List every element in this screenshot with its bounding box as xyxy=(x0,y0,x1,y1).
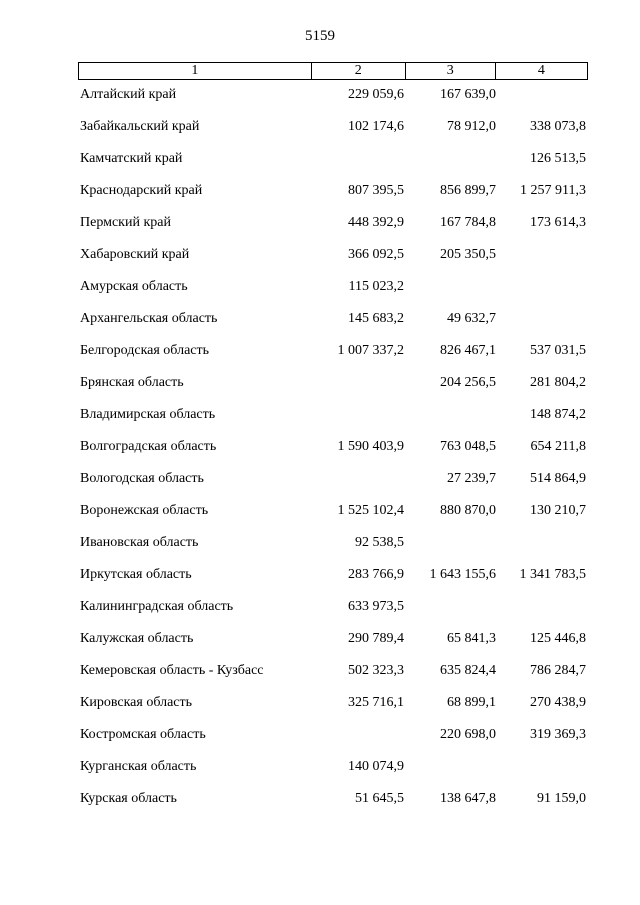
region-name: Краснодарский край xyxy=(80,183,203,198)
column-header-3: 3 xyxy=(405,63,495,80)
region-name: Калининградская область xyxy=(80,599,234,614)
value-col-4: 1 341 783,5 xyxy=(519,567,586,582)
table-row xyxy=(0,176,640,208)
value-col-2: 448 392,9 xyxy=(348,215,404,230)
value-col-4: 537 031,5 xyxy=(530,343,586,358)
table-row xyxy=(0,688,640,720)
region-name: Алтайский край xyxy=(80,87,177,102)
table-row xyxy=(0,304,640,336)
region-name: Владимирская область xyxy=(80,407,216,422)
region-name: Иркутская область xyxy=(80,567,192,582)
table-row xyxy=(0,784,640,816)
column-header-row xyxy=(79,63,588,80)
value-col-2: 51 645,5 xyxy=(355,791,404,806)
value-col-4: 91 159,0 xyxy=(537,791,586,806)
value-col-2: 366 092,5 xyxy=(348,247,404,262)
table-row xyxy=(0,624,640,656)
value-col-3: 68 899,1 xyxy=(447,695,496,710)
value-col-2: 1 525 102,4 xyxy=(337,503,404,518)
value-col-2: 325 716,1 xyxy=(348,695,404,710)
table-row xyxy=(0,112,640,144)
value-col-3: 167 784,8 xyxy=(440,215,496,230)
table-row xyxy=(0,720,640,752)
column-header-1: 1 xyxy=(79,63,312,80)
region-name: Воронежская область xyxy=(80,503,209,518)
region-name: Вологодская область xyxy=(80,471,204,486)
table-row xyxy=(0,80,640,112)
region-name: Курганская область xyxy=(80,759,197,774)
table-row xyxy=(0,144,640,176)
value-col-3: 27 239,7 xyxy=(447,471,496,486)
value-col-2: 145 683,2 xyxy=(348,311,404,326)
value-col-3: 1 643 155,6 xyxy=(429,567,496,582)
value-col-4: 173 614,3 xyxy=(530,215,586,230)
value-col-2: 229 059,6 xyxy=(348,87,404,102)
value-col-4: 514 864,9 xyxy=(530,471,586,486)
region-name: Ивановская область xyxy=(80,535,199,550)
value-col-2: 102 174,6 xyxy=(348,119,404,134)
table-row xyxy=(0,240,640,272)
value-col-4: 130 210,7 xyxy=(530,503,586,518)
value-col-3: 167 639,0 xyxy=(440,87,496,102)
region-name: Калужская область xyxy=(80,631,194,646)
region-name: Хабаровский край xyxy=(80,247,190,262)
table-row xyxy=(0,464,640,496)
value-col-3: 204 256,5 xyxy=(440,375,496,390)
value-col-4: 654 211,8 xyxy=(530,439,586,454)
value-col-3: 49 632,7 xyxy=(447,311,496,326)
region-name: Костромская область xyxy=(80,727,206,742)
region-name: Камчатский край xyxy=(80,151,183,166)
value-col-4: 281 804,2 xyxy=(530,375,586,390)
column-header-4: 4 xyxy=(495,63,587,80)
value-col-3: 763 048,5 xyxy=(440,439,496,454)
value-col-4: 338 073,8 xyxy=(530,119,586,134)
region-name: Волгоградская область xyxy=(80,439,217,454)
value-col-3: 856 899,7 xyxy=(440,183,496,198)
value-col-3: 78 912,0 xyxy=(447,119,496,134)
value-col-4: 270 438,9 xyxy=(530,695,586,710)
table-row xyxy=(0,560,640,592)
region-name: Курская область xyxy=(80,791,177,806)
column-header-2: 2 xyxy=(311,63,405,80)
value-col-4: 148 874,2 xyxy=(530,407,586,422)
value-col-3: 826 467,1 xyxy=(440,343,496,358)
value-col-3: 65 841,3 xyxy=(447,631,496,646)
value-col-4: 786 284,7 xyxy=(530,663,586,678)
value-col-3: 138 647,8 xyxy=(440,791,496,806)
table-body xyxy=(0,80,640,816)
region-name: Забайкальский край xyxy=(80,119,200,134)
region-name: Кировская область xyxy=(80,695,193,710)
table-row xyxy=(0,432,640,464)
value-col-4: 1 257 911,3 xyxy=(520,183,586,198)
column-header-table xyxy=(78,62,588,80)
region-name: Белгородская область xyxy=(80,343,210,358)
value-col-3: 205 350,5 xyxy=(440,247,496,262)
value-col-4: 125 446,8 xyxy=(530,631,586,646)
value-col-2: 92 538,5 xyxy=(355,535,404,550)
region-name: Пермский край xyxy=(80,215,171,230)
table-row xyxy=(0,528,640,560)
value-col-4: 126 513,5 xyxy=(530,151,586,166)
value-col-3: 880 870,0 xyxy=(440,503,496,518)
value-col-2: 290 789,4 xyxy=(348,631,404,646)
region-name: Брянская область xyxy=(80,375,184,390)
region-name: Кемеровская область - Кузбасс xyxy=(80,663,264,678)
table-row xyxy=(0,752,640,784)
value-col-2: 807 395,5 xyxy=(348,183,404,198)
value-col-2: 283 766,9 xyxy=(348,567,404,582)
region-name: Архангельская область xyxy=(80,311,218,326)
value-col-2: 1 007 337,2 xyxy=(337,343,404,358)
value-col-2: 1 590 403,9 xyxy=(337,439,404,454)
value-col-2: 140 074,9 xyxy=(348,759,404,774)
value-col-2: 633 973,5 xyxy=(348,599,404,614)
region-name: Амурская область xyxy=(80,279,188,294)
table-row xyxy=(0,592,640,624)
table-row xyxy=(0,208,640,240)
table-row xyxy=(0,400,640,432)
value-col-3: 220 698,0 xyxy=(440,727,496,742)
table-row xyxy=(0,336,640,368)
table-row xyxy=(0,368,640,400)
table-row xyxy=(0,656,640,688)
table-row xyxy=(0,496,640,528)
value-col-2: 502 323,3 xyxy=(348,663,404,678)
table-row xyxy=(0,272,640,304)
value-col-4: 319 369,3 xyxy=(530,727,586,742)
value-col-3: 635 824,4 xyxy=(440,663,496,678)
value-col-2: 115 023,2 xyxy=(348,279,404,294)
page-number: 5159 xyxy=(305,28,335,44)
